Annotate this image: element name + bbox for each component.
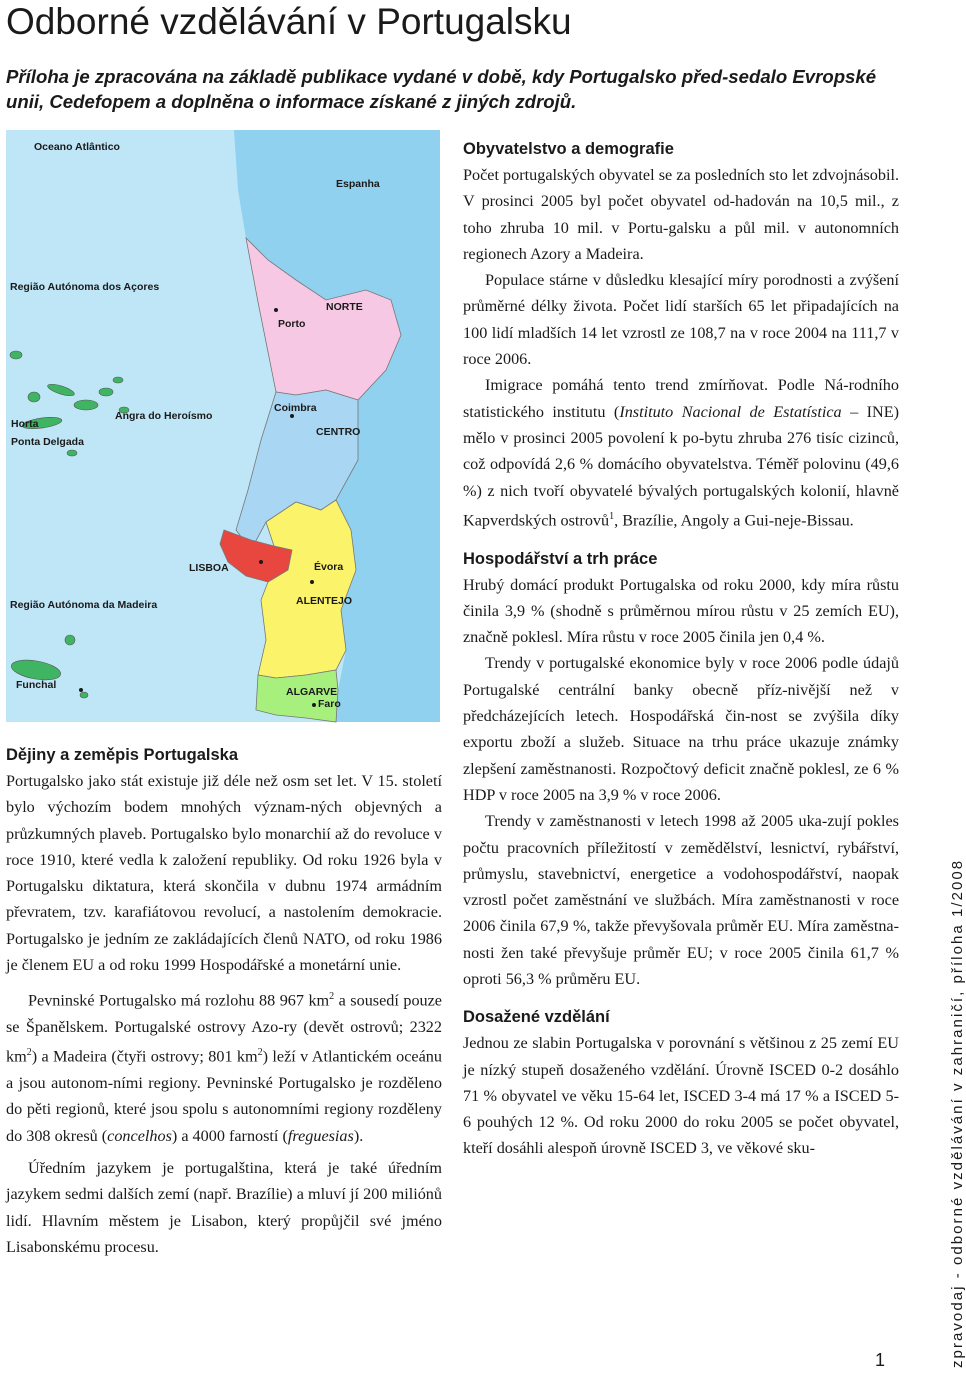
map-label-evora: Évora [314,561,344,573]
map-label-ocean: Oceano Atlântico [34,141,120,153]
page-subtitle: Příloha je zpracována na základě publikace vydané v době, kdy Portugalsko před-sedalo Evropské unii, Cedefopem a doplněna o informace získané z jiných zdrojů. [6,66,877,112]
map-label-alentejo: ALENTEJO [296,595,353,607]
right-column [463,134,899,1162]
map-label-porto: Porto [278,318,306,330]
economy-paragraph-3: Trendy v zaměstnanosti v letech 1998 až 2005 uka-zují pokles počtu pracovních příležitostí v zemědělství, lesnictví, rybářství, průmyslu, stavebnictví, energetice a vodohospodářství, naopak vzrostl počet zaměstnání ve službách. Míra zaměstnanosti v roce 2006 činila 67,9 %, takže převyšovala průměr EU. Míra zaměstna-nosti žen také převyšuje průměr EU; v roce 2005 činila 61,7 % oproti 56,3 % průměru EU. [463,812,899,988]
language-paragraph: Úředním jazykem je portugalština, která je také úředním jazykem sedmi dalších zemí (např. Brazílie) a mluví jí 200 miliónů lidí. Hlavním městem je Lisabon, který propůjčil své jméno Lisabonskému procesu. [6,1158,442,1256]
map-region-alentejo [258,500,356,678]
demography-paragraph-2: Populace stárne v důsledku klesající míry porodnosti a zvýšení průměrné délky života. Počet lidí starších 65 let připadajících na 100 lidí mladších 14 let vzrostl ze 108,7 na v roce 2004 na 111,7 v roce 2006. [463,271,899,369]
map-label-algarve: ALGARVE [286,686,338,698]
side-running-title: zpravodaj - odborné vzdělávání v zahraničí, příloha 1/2008 [949,858,966,1368]
map-label-funchal: Funchal [16,679,57,691]
history-paragraph: Portugalsko jako stát existuje již déle než osm set let. V 15. století bylo výchozím bodem mnohých význam-ných objevných a průzkumných plaveb. Portugalsko bylo monarchií až do revoluce v roce 1910, které vedla k založení republiky. Od roku 1926 byla v Portugalsku diktatura, která skončila v dubnu 1974 armádním převratem, tzv. karafiátovou revolucí, a nastolením demokracie. Portugalsko je jedním ze zakládajících členů NATO, od roku 1986 je členem EU a od roku 1999 Hospodářské a monetární unie. [6,772,442,975]
economy-paragraph-1: Hrubý domácí produkt Portugalska od roku 2000, kdy míra růstu činila 3,9 % (shodně s průměrnou mírou růstu v 25 zemích EU), značně poklesl. Míra růstu v roce 2005 činila jen 0,4 %. [463,575,899,647]
heading-demography: Obyvatelstvo a demografie [463,140,674,158]
map-label-norte: NORTE [326,301,363,313]
demography-paragraph-3: Imigrace pomáhá tento trend zmírňovat. Podle Ná-rodního statistického institutu (Instituto Nacional de Estatística – INE) mělo v prosinci 2005 povolení k po-bytu zhruba 276 tisíc cizinců, což odpovídá 2,6 % domácího obyvatelstva. Téměř polovinu (49,6 %) z nich tvoří obyvatelé bývalých portugalských kolonií, hlavně Kapverdských ostrovů$^1$, Brazílie, Angoly a Gui-neje-Bissau. [463,376,900,530]
heading-economy: Hospodářství a trh práce [463,549,658,568]
map-label-espanha: Espanha [336,178,380,190]
left-column [6,740,442,1260]
economy-paragraph-2: Trendy v portugalské ekonomice byly v roce 2006 podle údajů Portugalské centrální banky obecně příz-nivější než v předcházejících letech. Hospodářská čin-nost se zvýšila díky exportu zboží a služeb. Situace na trhu práce ukazuje známky zlepšení zaměstnanosti. Rozpočtový deficit značně poklesl, ze 6 % HDP v roce 2005 na 3,9 % v roce 2006. [463,654,899,804]
map-label-angra: Angra do Heroísmo [115,410,213,422]
map-label-coimbra: Coimbra [274,402,317,414]
geography-paragraph: Pevninské Portugalsko má rozlohu 88 967 $km^2$ a sousedí pouze se Španělskem. Portugalské ostrovy Azo-ry (devět ostrovů; 2322 $km^2$) a Madeira (čtyři ostrovy; 801 $km^2$) leží v Atlantickém oceánu a jsou autonom-ními regiony. Pevninské Portugalsko je rozděleno do pěti regionů, které jsou spolu s autonomními regiony rozděleny do 308 okresů (concelhos) a 4000 farností (freguesias). [6,991,442,1145]
map-label-lisboa: LISBOA [189,562,229,574]
page-number: 1 [875,1350,886,1370]
map-label-centro: CENTRO [316,426,361,438]
map-label-ponta-delgada: Ponta Delgada [11,436,84,448]
education-paragraph-1: Jednou ze slabin Portugalska v porovnání s většinou z 25 zemí EU je nízký stupeň dosaženého vzdělání. Úrovně ISCED 0-2 dosáhlo 71 % obyvatel ve věku 15-64 let, ISCED 3-4 má 17 % a ISCED 5-6 pouhých 12 %. Od roku 2000 do roku 2005 se počet obyvatel, kteří dosáhli alespoň úrovně ISCED 3, ve věkové sku- [463,1034,899,1158]
demography-paragraph-1: Počet portugalských obyvatel se za posledních sto let zdvojnásobil. V prosinci 2005 byl počet obyvatel od-hadován na 10,5 mil., z toho zhruba 10 mil. v Portu-galsku a půl mil. v autonomních regionech Azory a Madeira. [463,166,899,263]
heading-education: Dosažené vzdělání [463,1008,610,1027]
map-label-horta: Horta [11,418,39,430]
map-label-acores: Região Autónoma dos Açores [10,281,160,293]
page-title: Odborné vzdělávání v Portugalsku [6,1,572,42]
map-label-faro: Faro [318,698,341,710]
portugal-region-map [6,130,440,722]
heading-history: Dějiny a zeměpis Portugalska [6,746,239,764]
map-label-madeira: Região Autónoma da Madeira [10,599,158,611]
